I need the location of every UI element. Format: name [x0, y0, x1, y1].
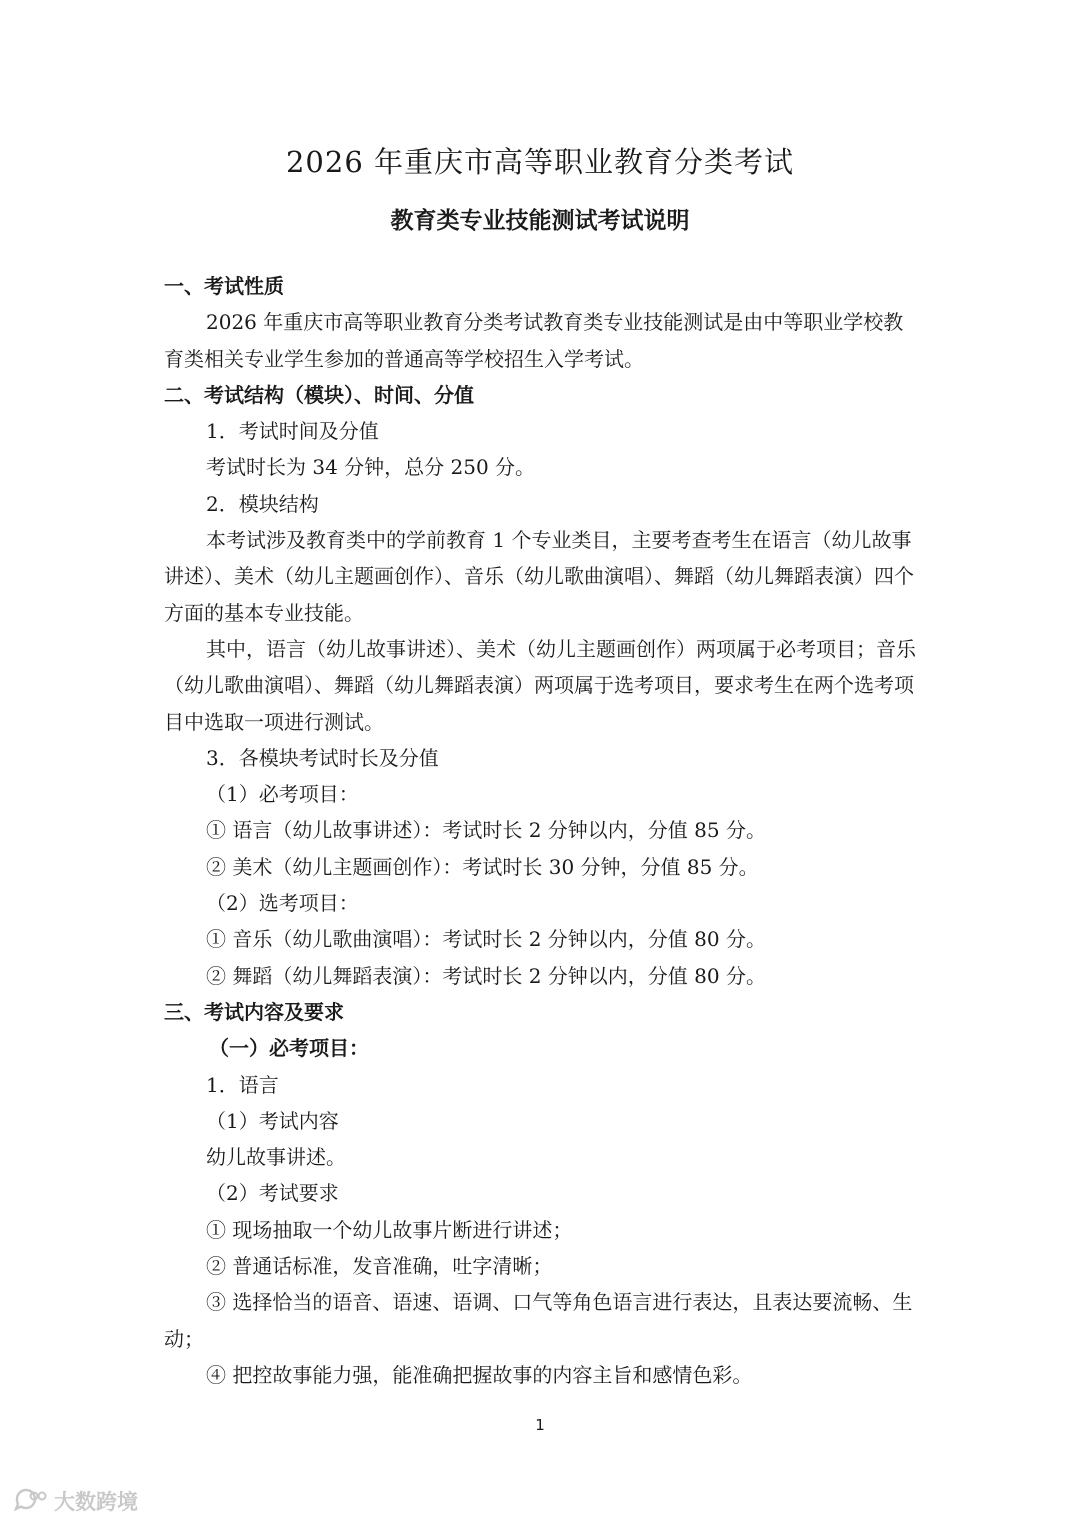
subsection-heading: （一）必考项目：: [209, 1036, 369, 1061]
document-title: 2026 年重庆市高等职业教育分类考试: [285, 145, 795, 179]
section-heading: 二、考试结构（模块）、时间、分值: [164, 382, 474, 407]
paragraph: 本考试涉及教育类中的学前教育 1 个专业类目，主要考查考生在语言（幼儿故事讲述）、美术（幼儿主题画创作）、音乐（幼儿歌曲演唱）、舞蹈（幼儿舞蹈表演）四个方面的基本专业技能。: [164, 528, 914, 625]
page-number: 1: [535, 1416, 545, 1434]
document-body: [164, 268, 916, 1393]
subheading: 1．考试时间及分值: [206, 419, 379, 444]
subheading: 1．语言: [206, 1072, 279, 1097]
paragraph: 幼儿故事讲述。: [206, 1145, 346, 1170]
list-heading: （1）考试内容: [206, 1108, 339, 1133]
list-heading: （2）考试要求: [206, 1181, 339, 1206]
document-subtitle: 教育类专业技能测试考试说明: [390, 208, 690, 234]
list-item: ② 普通话标准，发音准确，吐字清晰；: [206, 1254, 553, 1279]
list-heading: （1）必考项目：: [206, 782, 359, 807]
subheading: 3．各模块考试时长及分值: [206, 745, 439, 770]
paragraph: 2026 年重庆市高等职业教育分类考试教育类专业技能测试是由中等职业学校教育类相关专业学生参加的普通高等学校招生入学考试。: [164, 310, 904, 371]
paragraph: 考试时长为 34 分钟，总分 250 分。: [206, 455, 536, 480]
list-item: ① 音乐（幼儿歌曲演唱）：考试时长 2 分钟以内，分值 80 分。: [206, 927, 766, 952]
chat-bubble-logo-icon: [14, 1487, 54, 1516]
list-item: ② 美术（幼儿主题画创作）：考试时长 30 分钟，分值 85 分。: [206, 854, 759, 879]
list-item: ③ 选择恰当的语音、语速、语调、口气等角色语言进行表达，且表达要流畅、生动；: [164, 1290, 913, 1351]
list-item: ② 舞蹈（幼儿舞蹈表演）：考试时长 2 分钟以内，分值 80 分。: [206, 963, 766, 988]
section-heading: 三、考试内容及要求: [164, 999, 344, 1024]
paragraph: 其中，语言（幼儿故事讲述）、美术（幼儿主题画创作）两项属于必考项目；音乐（幼儿歌曲演唱）、舞蹈（幼儿舞蹈表演）两项属于选考项目，要求考生在两个选考项目中选取一项进行测试。: [164, 636, 916, 734]
list-item: ① 语言（幼儿故事讲述）：考试时长 2 分钟以内，分值 85 分。: [206, 818, 766, 843]
watermark: [14, 1488, 138, 1514]
list-item: ④ 把控故事能力强，能准确把握故事的内容主旨和感情色彩。: [206, 1362, 753, 1387]
list-heading: （2）选考项目：: [206, 891, 359, 916]
section-heading: 一、考试性质: [164, 274, 284, 298]
subheading: 2．模块结构: [206, 491, 319, 516]
list-item: ① 现场抽取一个幼儿故事片断进行讲述；: [206, 1217, 573, 1242]
watermark-text: 大数跨境: [54, 1490, 138, 1514]
